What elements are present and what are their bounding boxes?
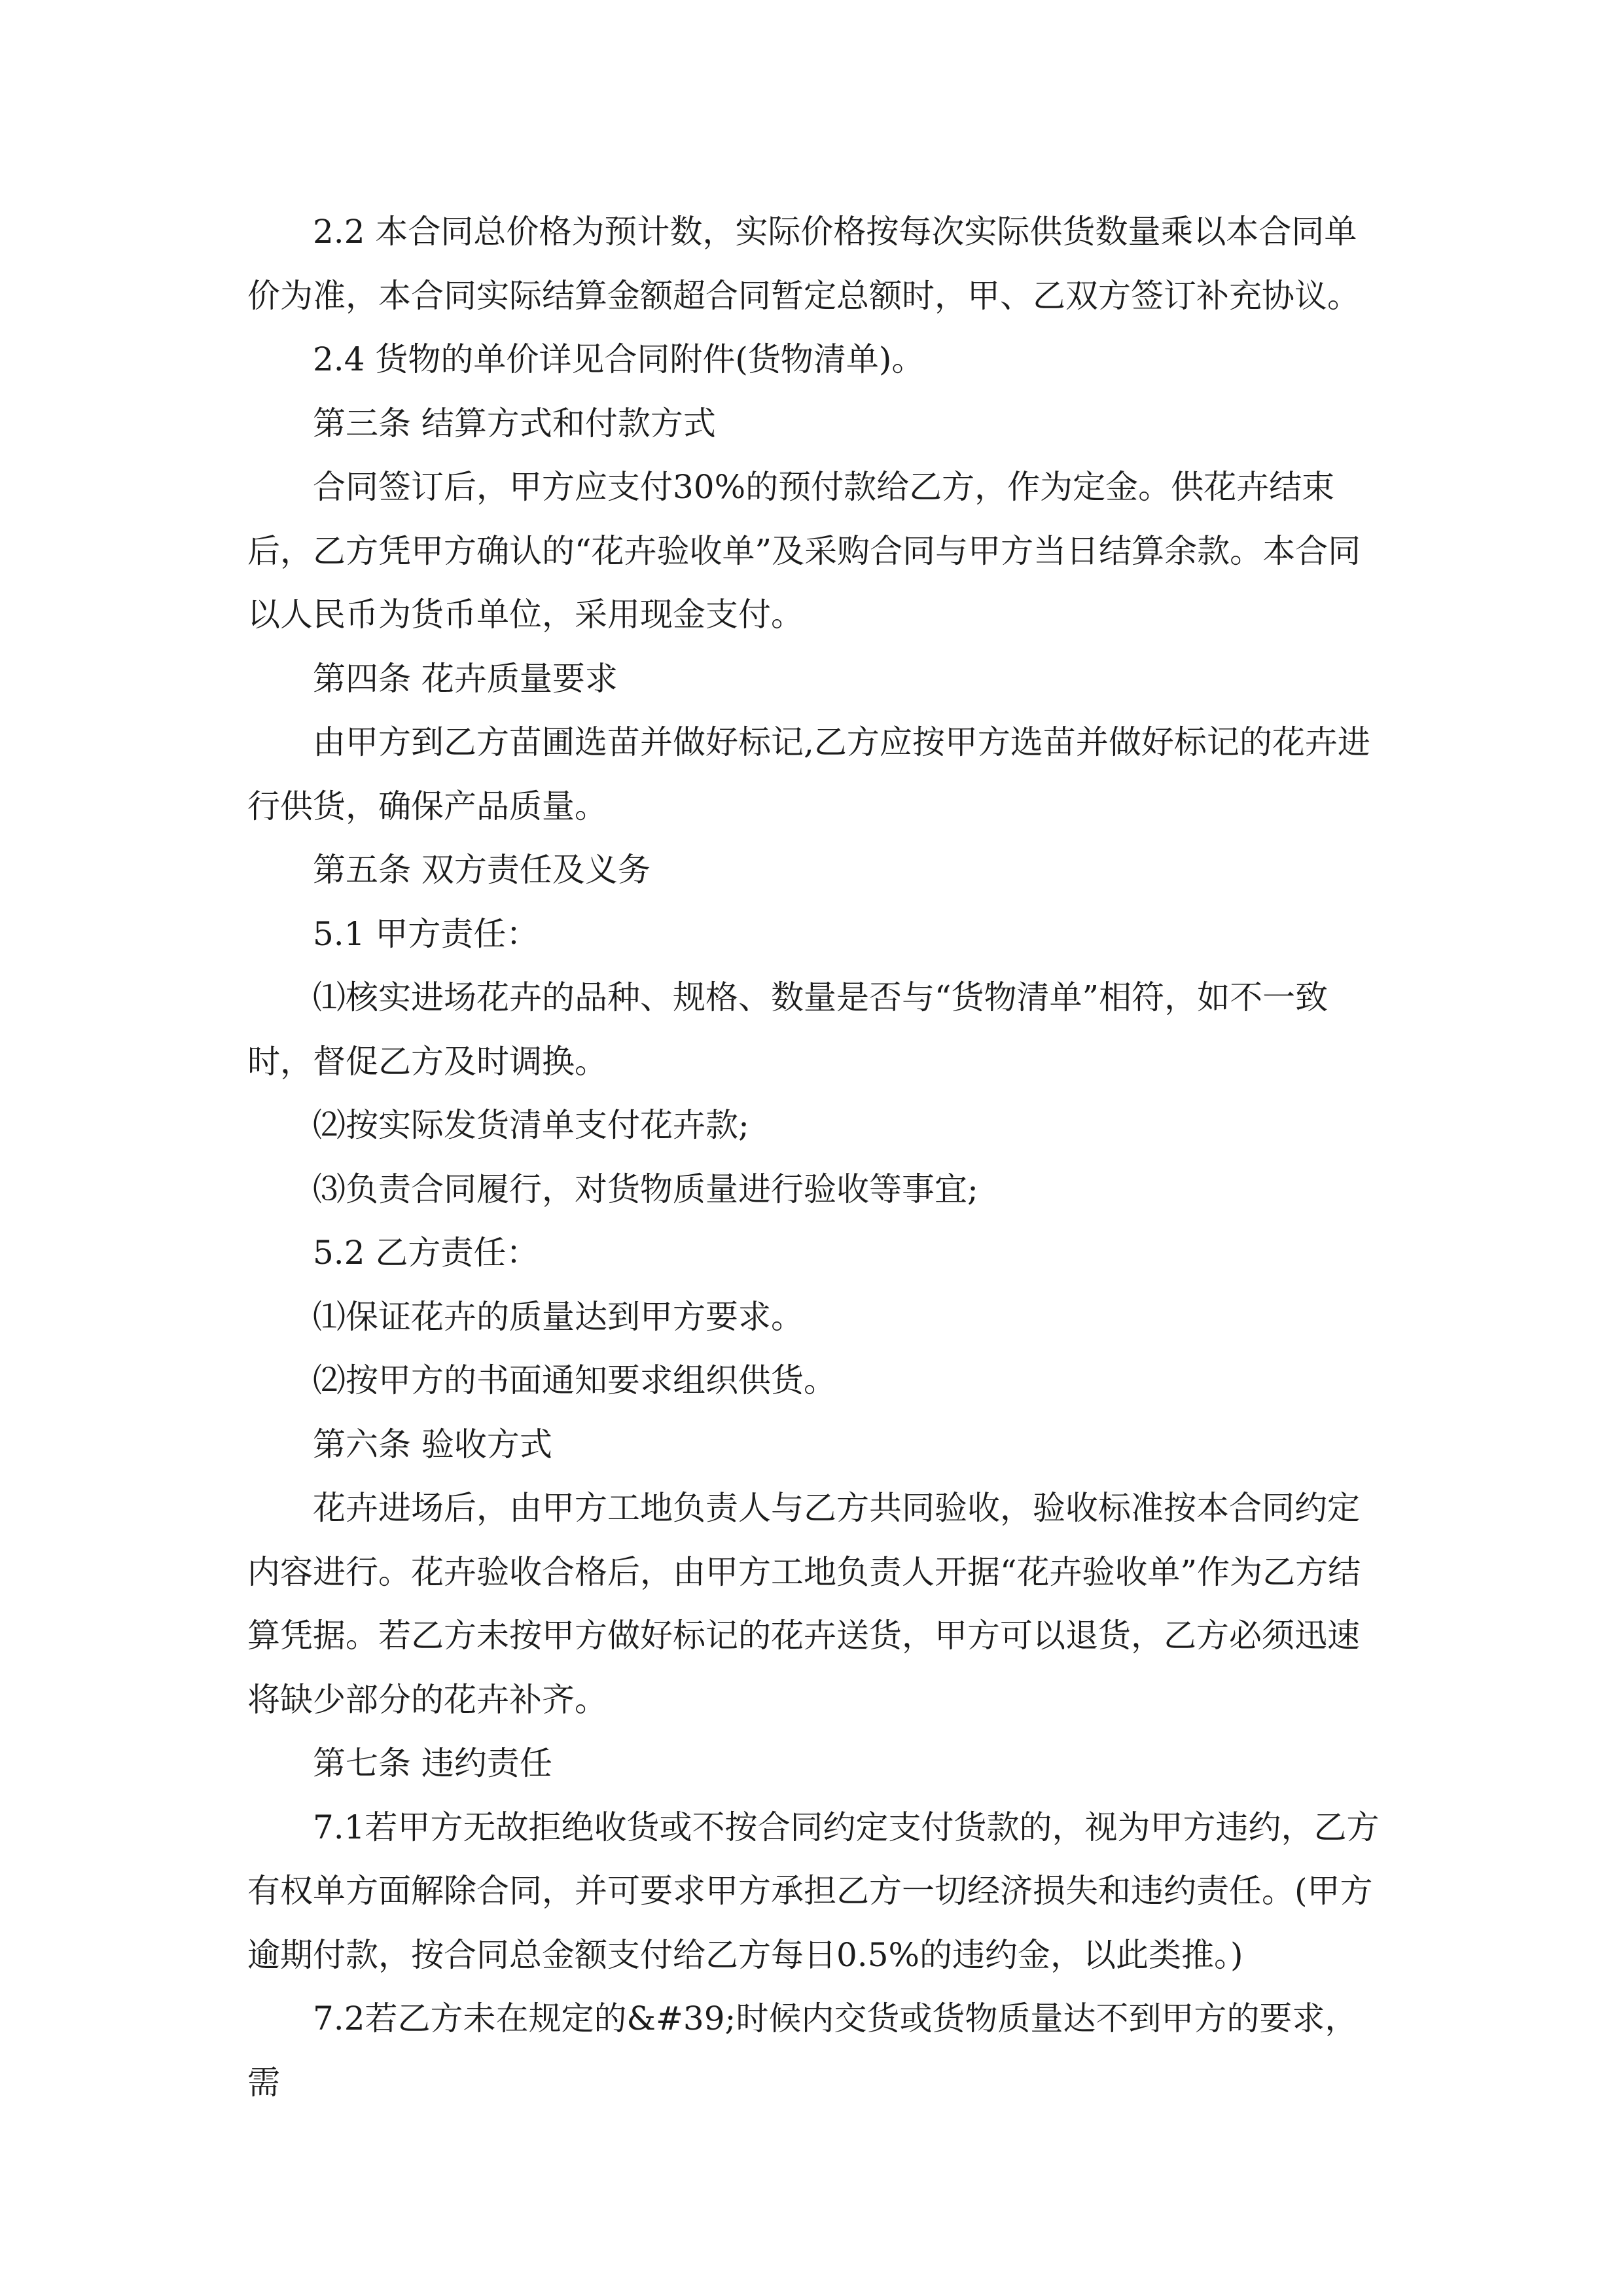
paragraph-5-2: 5.2 乙方责任： [313, 1234, 539, 1272]
paragraph-7-1: 7.1若甲方无故拒绝收货或不按合同约定支付货款的，视为甲方违约，乙方有权单方面解除合同，并可要求甲方承担乙方一切经济损失和违约责任。(甲方逾期付款，按合同总金额支付给乙方每日0.5%的违约金，以此类推。) [247, 1808, 1380, 1974]
paragraph-acceptance: 花卉进场后，由甲方工地负责人与乙方共同验收，验收标准按本合同约定内容进行。花卉验收合格后，由甲方工地负责人开据“花卉验收单”作为乙方结算凭据。若乙方未按甲方做好标记的花卉送货，甲方可以退货，乙方必须迅速将缺少部分的花卉补齐。 [247, 1489, 1361, 1719]
paragraph-5-2-item-2: ⑵按甲方的书面通知要求组织供货。 [313, 1361, 836, 1399]
paragraph-2-4-unit-price: 2.4 货物的单价详见合同附件(货物清单)。 [313, 340, 925, 378]
heading-article-3: 第三条 结算方式和付款方式 [313, 404, 716, 442]
paragraph-5-1-item-2: ⑵按实际发货清单支付花卉款; [313, 1106, 749, 1144]
paragraph-quality: 由甲方到乙方苗圃选苗并做好标记,乙方应按甲方选苗并做好标记的花卉进行供货，确保产品质量。 [247, 723, 1370, 825]
heading-article-6: 第六条 验收方式 [313, 1425, 552, 1463]
paragraph-payment: 合同签订后，甲方应支付30%的预付款给乙方，作为定金。供花卉结束后，乙方凭甲方确认的“花卉验收单”及采购合同与甲方当日结算余款。本合同以人民币为货币单位，采用现金支付。 [247, 468, 1361, 634]
paragraph-7-2: 7.2若乙方未在规定的&#39;时候内交货或货物质量达不到甲方的要求，需 [247, 2000, 1358, 2102]
heading-article-4: 第四条 花卉质量要求 [313, 659, 618, 698]
paragraph-5-2-item-1: ⑴保证花卉的质量达到甲方要求。 [313, 1297, 804, 1336]
paragraph-5-1-item-1: ⑴核实进场花卉的品种、规格、数量是否与“货物清单”相符，如不一致时，督促乙方及时调换。 [247, 978, 1329, 1081]
paragraph-5-1-item-3: ⑶负责合同履行，对货物质量进行验收等事宜; [313, 1170, 978, 1208]
heading-article-5: 第五条 双方责任及义务 [313, 851, 651, 889]
paragraph-2-2-total-price: 2.2 本合同总价格为预计数，实际价格按每次实际供货数量乘以本合同单价为准，本合同实际结算金额超合同暂定总额时，甲、乙双方签订补充协议。 [247, 213, 1360, 315]
paragraph-5-1: 5.1 甲方责任： [313, 914, 539, 953]
heading-article-7: 第七条 违约责任 [313, 1744, 552, 1782]
document-page [247, 200, 1386, 2115]
